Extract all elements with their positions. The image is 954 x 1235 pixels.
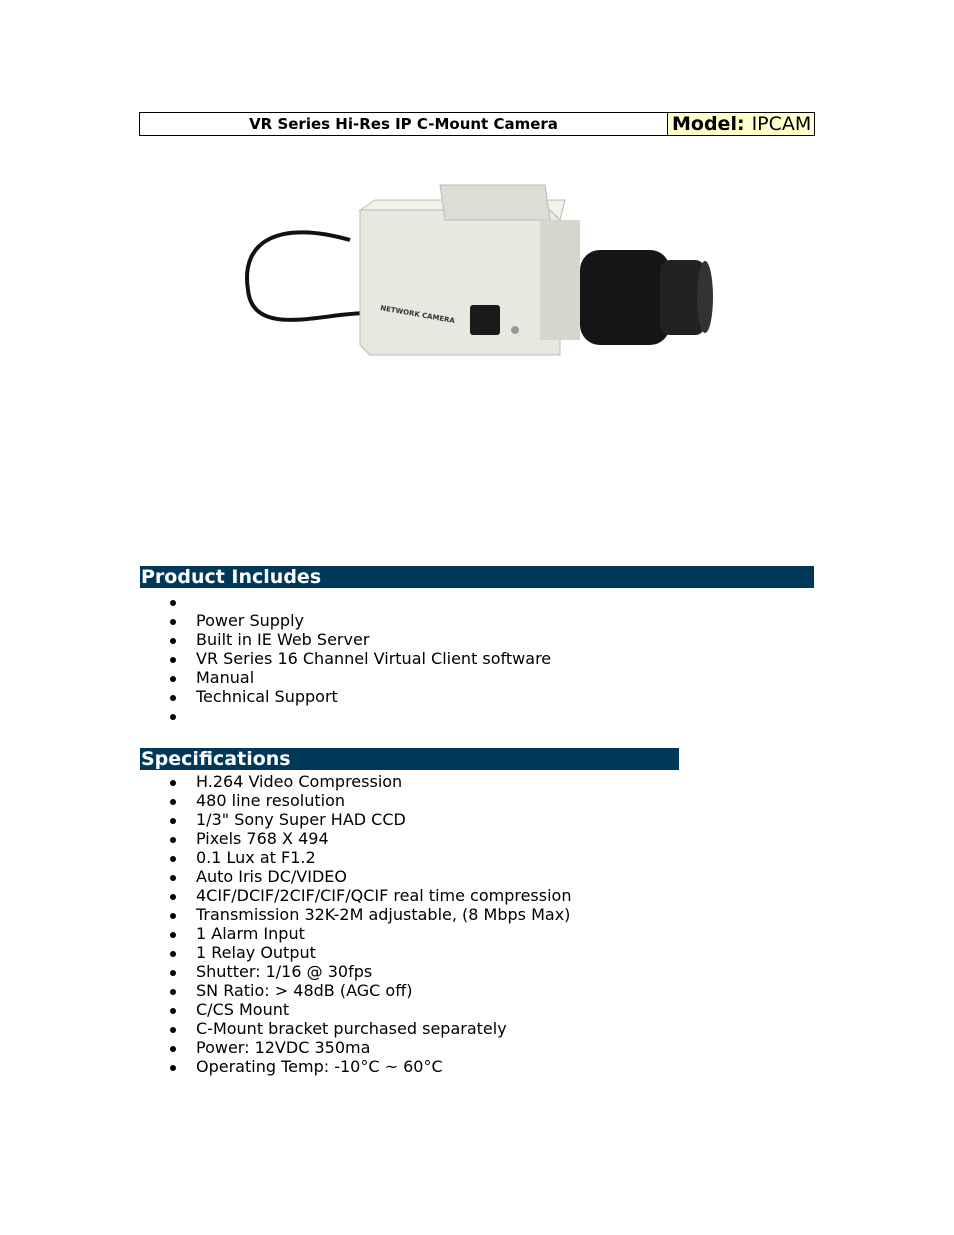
list-item: Manual (0, 668, 954, 687)
list-item: 1 Relay Output (0, 943, 954, 962)
list-item: VR Series 16 Channel Virtual Client software (0, 649, 954, 668)
list-item: 1/3" Sony Super HAD CCD (0, 810, 954, 829)
camera-body-label: NETWORK CAMERA (379, 304, 456, 326)
list-item: 480 line resolution (0, 791, 954, 810)
product-includes-heading: Product Includes (140, 566, 814, 588)
specifications-heading: Specifications (140, 748, 679, 770)
list-item: SN Ratio: > 48dB (AGC off) (0, 981, 954, 1000)
list-item: Operating Temp: -10°C ~ 60°C (0, 1057, 954, 1076)
list-item: Auto Iris DC/VIDEO (0, 867, 954, 886)
list-item (0, 592, 954, 611)
list-item: Power: 12VDC 350ma (0, 1038, 954, 1057)
specifications-list (0, 772, 954, 1076)
list-item: Technical Support (0, 687, 954, 706)
model-value: IPCAM (751, 113, 812, 135)
list-item: 1 Alarm Input (0, 924, 954, 943)
product-includes-list (0, 592, 954, 725)
list-item (0, 706, 954, 725)
camera-photo (240, 180, 720, 380)
list-item: C-Mount bracket purchased separately (0, 1019, 954, 1038)
list-item: 0.1 Lux at F1.2 (0, 848, 954, 867)
header-table (139, 112, 815, 136)
model-cell (668, 113, 814, 135)
document-title: VR Series Hi-Res IP C-Mount Camera (140, 113, 668, 135)
list-item: H.264 Video Compression (0, 772, 954, 791)
model-label: Model: (672, 113, 745, 135)
list-item: Shutter: 1/16 @ 30fps (0, 962, 954, 981)
list-item: Pixels 768 X 494 (0, 829, 954, 848)
list-item: Transmission 32K-2M adjustable, (8 Mbps Max) (0, 905, 954, 924)
list-item: Built in IE Web Server (0, 630, 954, 649)
list-item: C/CS Mount (0, 1000, 954, 1019)
list-item: Power Supply (0, 611, 954, 630)
list-item: 4CIF/DCIF/2CIF/CIF/QCIF real time compression (0, 886, 954, 905)
